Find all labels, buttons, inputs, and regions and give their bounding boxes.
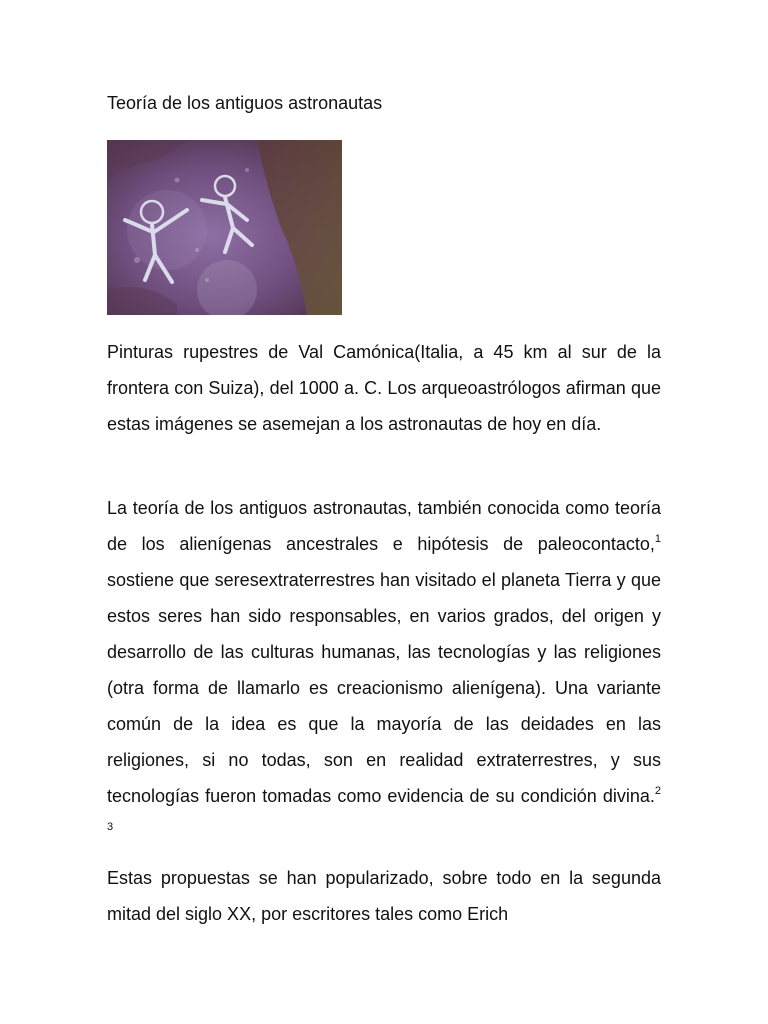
footnote-ref-2-3[interactable]: 2 3 (107, 785, 661, 833)
paragraph-intro (107, 490, 661, 850)
rock-art-photo-icon (107, 140, 342, 315)
paragraph-caption: Pinturas rupestres de Val Camónica(Italia, a 45 km al sur de la frontera con Suiza), del 1000 a. C. Los arqueoastrólogos afirman que estas imágenes se asemejan a los astronautas de hoy en día. (107, 342, 661, 434)
document-title: Teoría de los antiguos astronautas (107, 93, 383, 113)
paragraph-intro-text-a: La teoría de los antiguos astronautas, también conocida como teoría de los alienígenas ancestrales e hipótesis de paleocontacto, (107, 498, 661, 554)
paragraph-popularization: Estas propuestas se han popularizado, sobre todo en la segunda mitad del siglo XX, por escritores tales como Erich (107, 868, 661, 924)
footnote-ref-1[interactable]: 1 (654, 533, 661, 545)
paragraph-intro-text-b: sostiene que seresextraterrestres han visitado el planeta Tierra y que estos seres han sido responsables, en varios grados, del origen y desarrollo de las culturas humanas, las tecnologías y las religiones (otra forma de llamarlo es creacionismo alienígena). Una variante común de la idea es que la mayoría de las deidades en las religiones, si no todas, son en realidad extraterrestres, y sus tecnologías fueron tomadas como evidencia de su condición divina. (107, 570, 661, 806)
